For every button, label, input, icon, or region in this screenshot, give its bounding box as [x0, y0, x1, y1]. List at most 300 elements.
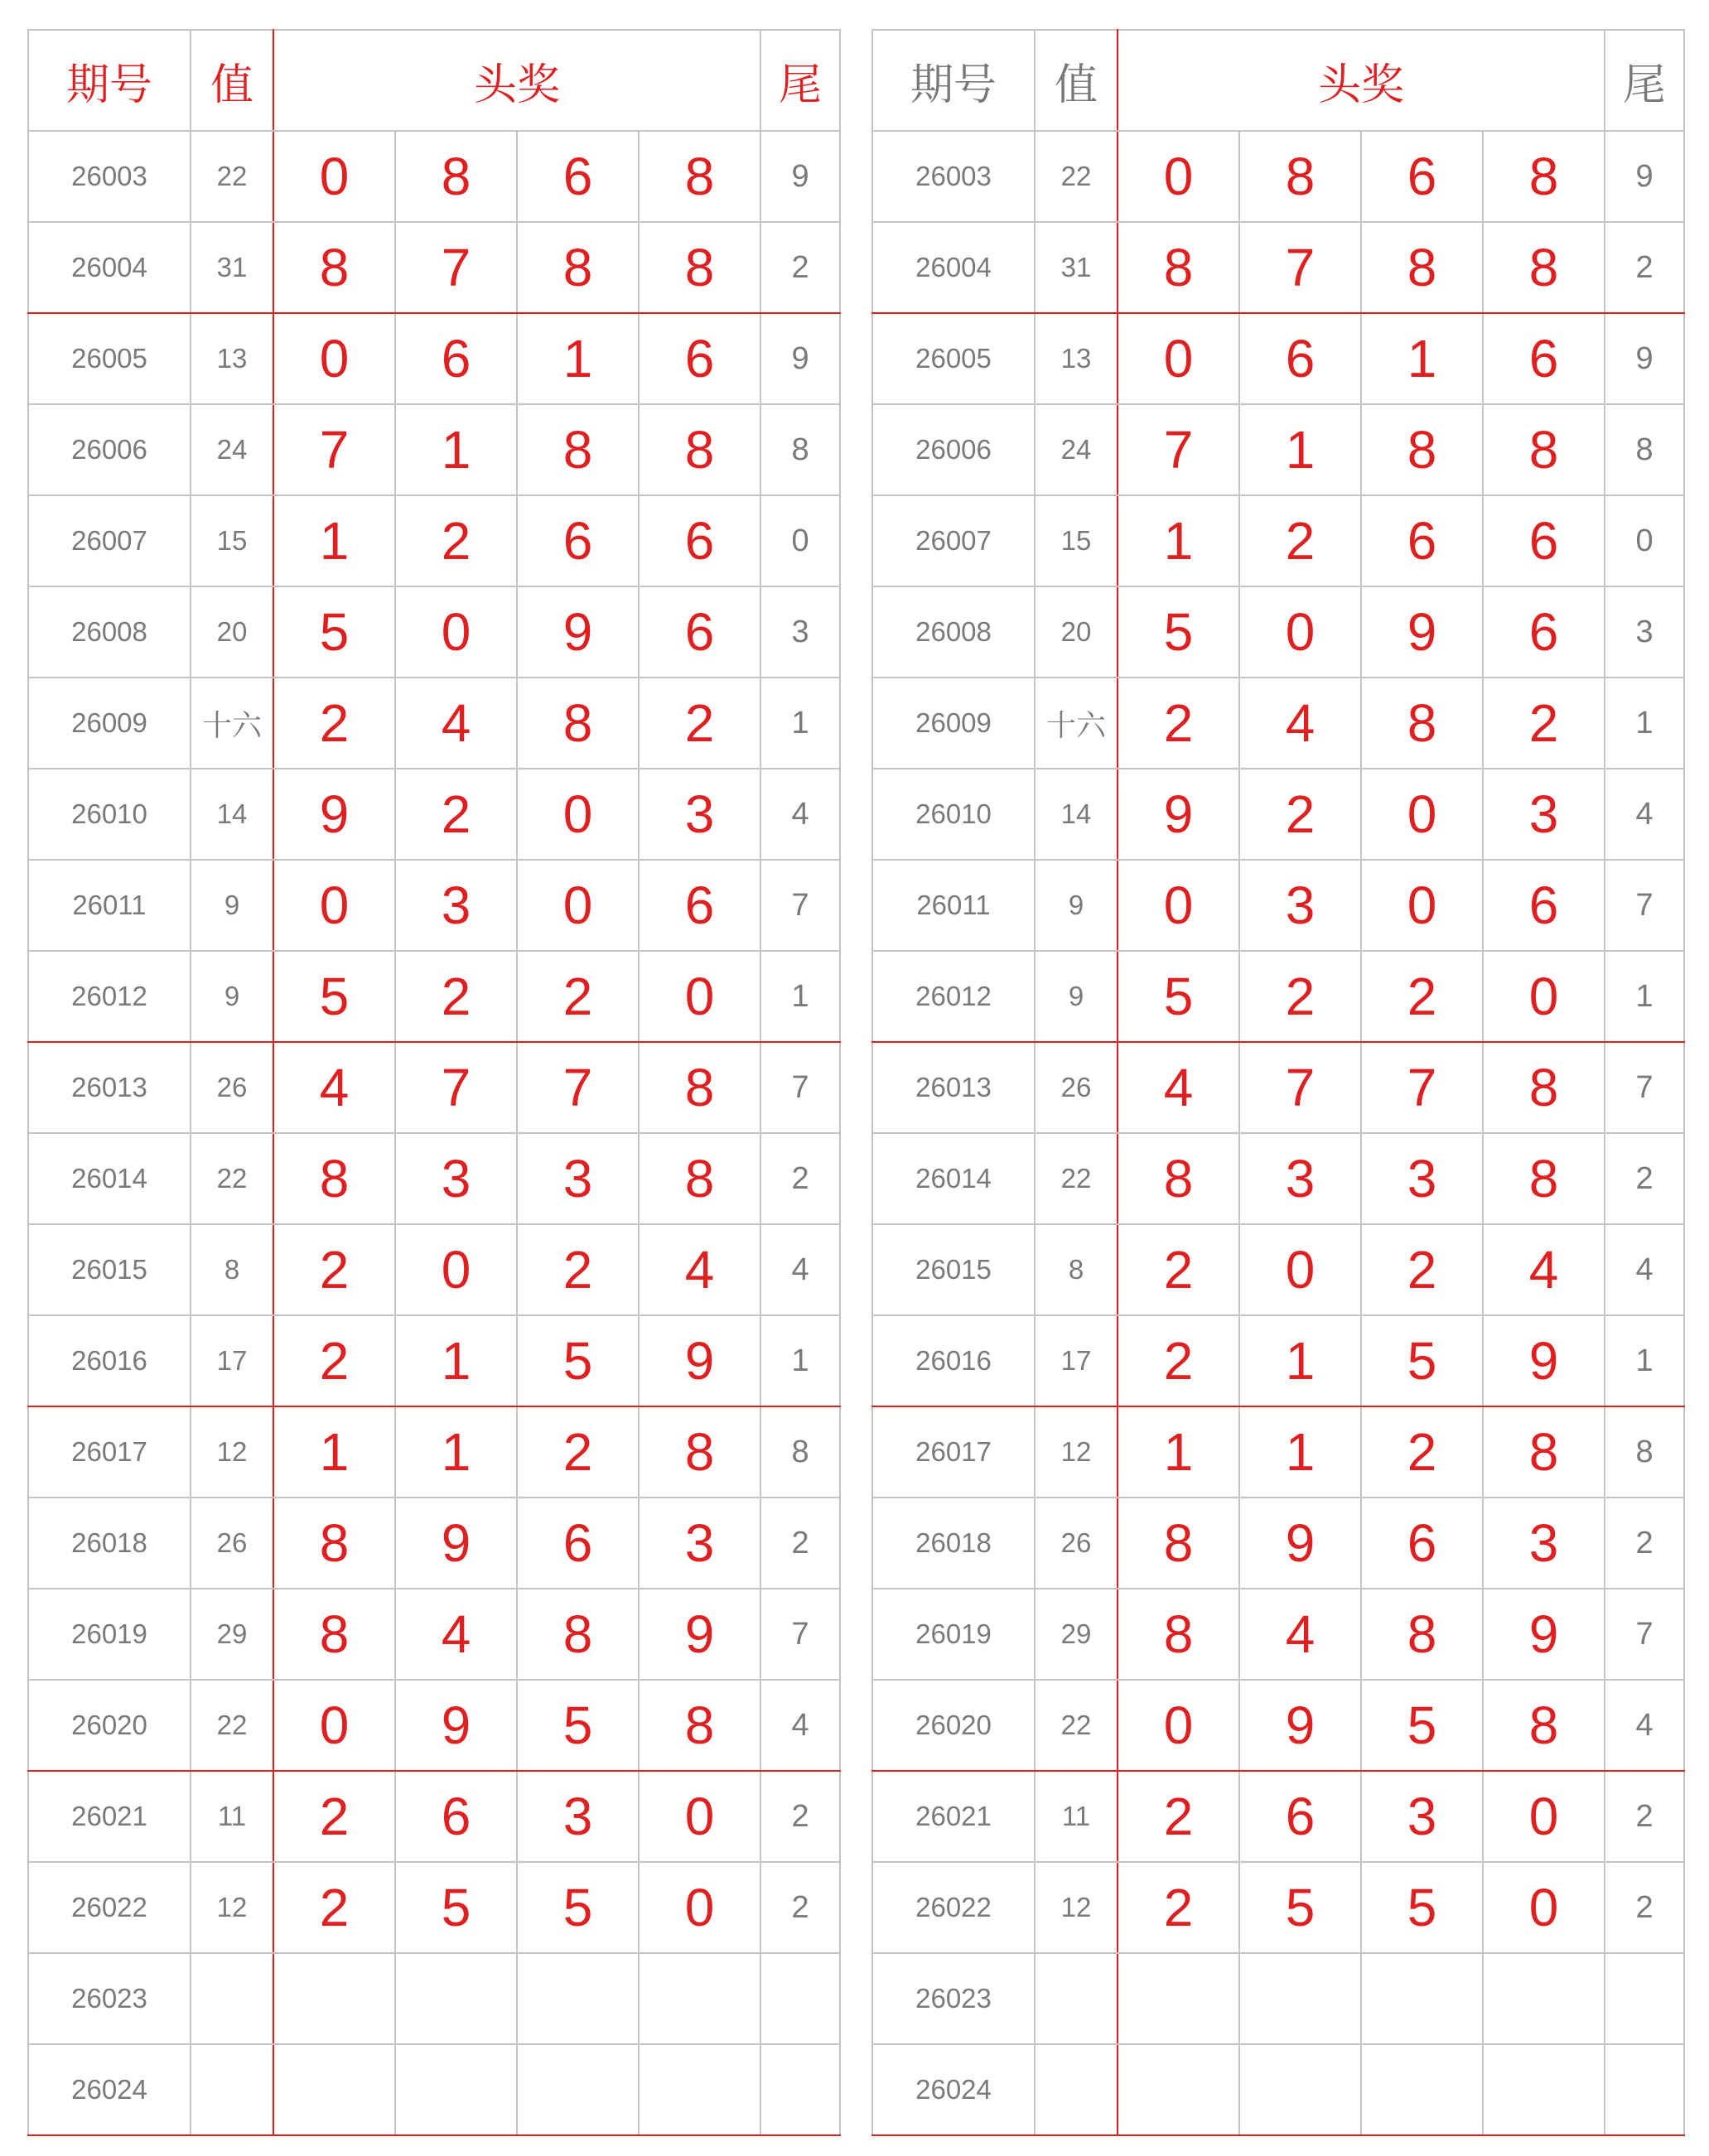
value-header: 值: [191, 30, 273, 131]
prize-digit-cell: 4: [1118, 1042, 1239, 1133]
prize-digit-cell: 5: [1118, 586, 1239, 678]
prize-digit-cell: [639, 2044, 760, 2135]
prize-digit-cell: 4: [1483, 1224, 1605, 1315]
prize-digit-cell: 8: [395, 131, 517, 222]
table-row: [28, 678, 840, 769]
prize-digit-cell: 4: [1239, 1589, 1361, 1680]
prize-digit-cell: 8: [1361, 1589, 1483, 1680]
prize-digit-cell: 0: [273, 313, 395, 404]
value-cell: 15: [191, 495, 273, 586]
tail-cell: 2: [760, 1862, 840, 1953]
value-cell: 14: [1035, 769, 1118, 860]
prize-digit-cell: 1: [517, 313, 639, 404]
prize-digit-cell: 0: [1118, 1680, 1239, 1771]
prize-digit-cell: 3: [517, 1771, 639, 1862]
value-cell: 13: [1035, 313, 1118, 404]
tail-cell: 2: [760, 1133, 840, 1224]
prize-digit-cell: 6: [1483, 495, 1605, 586]
table-row: [872, 951, 1684, 1042]
tail-cell: 2: [1605, 1771, 1684, 1862]
prize-digit-cell: 5: [1118, 951, 1239, 1042]
tail-cell: 8: [760, 1406, 840, 1498]
value-cell: 17: [1035, 1315, 1118, 1406]
table-row: [28, 1953, 840, 2044]
issue-cell: 26013: [28, 1042, 191, 1133]
table-row: [872, 769, 1684, 860]
prize-digit-cell: 8: [273, 1589, 395, 1680]
prize-digit-cell: 7: [1118, 404, 1239, 495]
prize-digit-cell: 3: [1483, 769, 1605, 860]
prize-digit-cell: 8: [1118, 1498, 1239, 1589]
prize-digit-cell: 2: [517, 951, 639, 1042]
prize-digit-cell: 3: [639, 1498, 760, 1589]
value-cell: 24: [1035, 404, 1118, 495]
prize-digit-cell: 2: [1118, 1224, 1239, 1315]
prize-digit-cell: 4: [395, 1589, 517, 1680]
table-row: [28, 1680, 840, 1771]
prize-digit-cell: 5: [395, 1862, 517, 1953]
value-cell: 22: [1035, 1133, 1118, 1224]
prize-digit-cell: 7: [1239, 1042, 1361, 1133]
tail-cell: 4: [760, 1224, 840, 1315]
prize-digit-cell: 0: [1361, 769, 1483, 860]
prize-digit-cell: 2: [273, 678, 395, 769]
tail-cell: 2: [760, 1498, 840, 1589]
prize-digit-cell: 8: [273, 1498, 395, 1589]
table-row: [28, 131, 840, 222]
prize-digit-cell: 1: [273, 495, 395, 586]
issue-cell: 26019: [872, 1589, 1035, 1680]
prize-digit-cell: 2: [517, 1406, 639, 1498]
prize-digit-cell: 8: [639, 222, 760, 313]
prize-digit-cell: 9: [395, 1680, 517, 1771]
prize-digit-cell: 8: [639, 1042, 760, 1133]
issue-cell: 26009: [28, 678, 191, 769]
issue-cell: 26007: [28, 495, 191, 586]
value-cell: 12: [191, 1406, 273, 1498]
tail-cell: 3: [760, 586, 840, 678]
value-cell: 13: [191, 313, 273, 404]
prize-digit-cell: [1239, 2044, 1361, 2135]
value-cell: 22: [1035, 1680, 1118, 1771]
prize-digit-cell: 7: [273, 404, 395, 495]
table-row: [872, 2044, 1684, 2135]
prize-digit-cell: [1483, 2044, 1605, 2135]
top-prize-header: 头奖: [1118, 30, 1605, 131]
prize-digit-cell: [517, 2044, 639, 2135]
table-row: [28, 586, 840, 678]
issue-cell: 26010: [28, 769, 191, 860]
table-row: [872, 1133, 1684, 1224]
prize-digit-cell: 3: [639, 769, 760, 860]
issue-cell: 26021: [28, 1771, 191, 1862]
prize-digit-cell: 1: [1239, 1406, 1361, 1498]
prize-digit-cell: 3: [517, 1133, 639, 1224]
value-cell: 8: [191, 1224, 273, 1315]
prize-digit-cell: 8: [1483, 1680, 1605, 1771]
value-cell: 十六: [191, 678, 273, 769]
prize-digit-cell: 1: [395, 404, 517, 495]
prize-digit-cell: 2: [1118, 678, 1239, 769]
issue-cell: 26005: [872, 313, 1035, 404]
top-prize-header: 头奖: [273, 30, 760, 131]
issue-cell: 26014: [872, 1133, 1035, 1224]
issue-cell: 26021: [872, 1771, 1035, 1862]
prize-digit-cell: 6: [1361, 131, 1483, 222]
prize-digit-cell: 8: [1483, 404, 1605, 495]
prize-digit-cell: 0: [1239, 586, 1361, 678]
value-cell: 29: [1035, 1589, 1118, 1680]
value-cell: 26: [1035, 1042, 1118, 1133]
table-row: [28, 769, 840, 860]
value-cell: 8: [1035, 1224, 1118, 1315]
tail-cell: 7: [760, 1589, 840, 1680]
prize-digit-cell: 0: [1483, 951, 1605, 1042]
prize-digit-cell: 8: [639, 404, 760, 495]
tail-cell: 7: [760, 860, 840, 951]
tail-cell: 1: [760, 951, 840, 1042]
draw-table: [871, 29, 1685, 2136]
value-cell: [191, 2044, 273, 2135]
prize-digit-cell: 7: [395, 222, 517, 313]
prize-digit-cell: 9: [1483, 1315, 1605, 1406]
tail-cell: 1: [760, 678, 840, 769]
prize-digit-cell: 1: [1118, 1406, 1239, 1498]
prize-digit-cell: 2: [517, 1224, 639, 1315]
prize-digit-cell: 6: [639, 495, 760, 586]
issue-cell: 26018: [872, 1498, 1035, 1589]
value-cell: 22: [191, 131, 273, 222]
tail-cell: 0: [760, 495, 840, 586]
issue-cell: 26014: [28, 1133, 191, 1224]
tail-cell: 7: [1605, 860, 1684, 951]
table-row: [872, 1680, 1684, 1771]
tail-cell: 2: [1605, 222, 1684, 313]
issue-cell: 26012: [872, 951, 1035, 1042]
tail-cell: 2: [1605, 1498, 1684, 1589]
value-cell: 11: [191, 1771, 273, 1862]
prize-digit-cell: 0: [395, 1224, 517, 1315]
prize-digit-cell: [273, 2044, 395, 2135]
issue-header: 期号: [872, 30, 1035, 131]
table-row: [872, 1589, 1684, 1680]
table-row: [872, 678, 1684, 769]
prize-digit-cell: 9: [1361, 586, 1483, 678]
prize-digit-cell: 5: [273, 951, 395, 1042]
prize-digit-cell: 5: [517, 1862, 639, 1953]
prize-digit-cell: 0: [395, 586, 517, 678]
prize-digit-cell: 0: [639, 1862, 760, 1953]
table-row: [872, 131, 1684, 222]
tail-cell: 2: [1605, 1862, 1684, 1953]
prize-digit-cell: 9: [1118, 769, 1239, 860]
prize-digit-cell: [1239, 1953, 1361, 2044]
value-cell: 12: [1035, 1406, 1118, 1498]
issue-cell: 26018: [28, 1498, 191, 1589]
issue-cell: 26006: [28, 404, 191, 495]
prize-digit-cell: [395, 1953, 517, 2044]
tail-header: 尾: [760, 30, 840, 131]
prize-digit-cell: 6: [1483, 860, 1605, 951]
issue-cell: 26016: [872, 1315, 1035, 1406]
prize-digit-cell: 8: [273, 222, 395, 313]
prize-digit-cell: 7: [395, 1042, 517, 1133]
tail-cell: [1605, 1953, 1684, 2044]
value-cell: 9: [191, 951, 273, 1042]
prize-digit-cell: 4: [273, 1042, 395, 1133]
table-row: [872, 1771, 1684, 1862]
prize-digit-cell: 9: [273, 769, 395, 860]
issue-header: 期号: [28, 30, 191, 131]
prize-digit-cell: 2: [1118, 1315, 1239, 1406]
prize-digit-cell: 2: [273, 1771, 395, 1862]
value-cell: 9: [1035, 951, 1118, 1042]
value-cell: 20: [191, 586, 273, 678]
issue-cell: 26008: [872, 586, 1035, 678]
draw-table: [27, 29, 841, 2136]
prize-digit-cell: 2: [1361, 1406, 1483, 1498]
tail-cell: 9: [1605, 131, 1684, 222]
table-row: [28, 1042, 840, 1133]
prize-digit-cell: 4: [395, 678, 517, 769]
prize-digit-cell: 9: [517, 586, 639, 678]
tail-cell: 7: [760, 1042, 840, 1133]
prize-digit-cell: 2: [1118, 1771, 1239, 1862]
prize-digit-cell: 8: [1118, 1589, 1239, 1680]
prize-digit-cell: 2: [1118, 1862, 1239, 1953]
tail-cell: 4: [760, 769, 840, 860]
table-row: [28, 1589, 840, 1680]
prize-digit-cell: 0: [1118, 313, 1239, 404]
lottery-table-left: [27, 29, 839, 2136]
table-row: [28, 495, 840, 586]
issue-cell: 26016: [28, 1315, 191, 1406]
prize-digit-cell: 8: [1483, 1133, 1605, 1224]
prize-digit-cell: 0: [1239, 1224, 1361, 1315]
prize-digit-cell: 2: [1239, 951, 1361, 1042]
prize-digit-cell: 9: [395, 1498, 517, 1589]
table-row: [872, 1498, 1684, 1589]
prize-digit-cell: 2: [395, 495, 517, 586]
value-cell: 26: [191, 1042, 273, 1133]
value-cell: 十六: [1035, 678, 1118, 769]
prize-digit-cell: 8: [639, 131, 760, 222]
tail-cell: 9: [1605, 313, 1684, 404]
prize-digit-cell: 2: [1361, 951, 1483, 1042]
prize-digit-cell: 8: [1483, 1406, 1605, 1498]
prize-digit-cell: 6: [395, 1771, 517, 1862]
value-cell: 31: [191, 222, 273, 313]
prize-digit-cell: 1: [395, 1315, 517, 1406]
prize-digit-cell: 1: [1361, 313, 1483, 404]
table-row: [872, 1224, 1684, 1315]
prize-digit-cell: 2: [1239, 769, 1361, 860]
tail-cell: [760, 2044, 840, 2135]
prize-digit-cell: 1: [1118, 495, 1239, 586]
table-row: [872, 1953, 1684, 2044]
tail-cell: 4: [1605, 769, 1684, 860]
table-row: [28, 1771, 840, 1862]
tail-cell: 2: [1605, 1133, 1684, 1224]
issue-cell: 26012: [28, 951, 191, 1042]
prize-digit-cell: 2: [273, 1315, 395, 1406]
value-header: 值: [1035, 30, 1118, 131]
value-cell: 11: [1035, 1771, 1118, 1862]
value-cell: 22: [191, 1133, 273, 1224]
issue-cell: 26024: [872, 2044, 1035, 2135]
table-row: [872, 404, 1684, 495]
prize-digit-cell: 6: [1483, 586, 1605, 678]
value-cell: 17: [191, 1315, 273, 1406]
tail-cell: 7: [1605, 1589, 1684, 1680]
prize-digit-cell: 2: [639, 678, 760, 769]
table-row: [28, 951, 840, 1042]
prize-digit-cell: 8: [517, 678, 639, 769]
prize-digit-cell: 9: [639, 1589, 760, 1680]
prize-digit-cell: 3: [1239, 1133, 1361, 1224]
prize-digit-cell: 6: [1361, 1498, 1483, 1589]
prize-digit-cell: 3: [1361, 1771, 1483, 1862]
prize-digit-cell: 6: [517, 495, 639, 586]
issue-cell: 26017: [28, 1406, 191, 1498]
prize-digit-cell: [517, 1953, 639, 2044]
prize-digit-cell: 4: [639, 1224, 760, 1315]
prize-digit-cell: 8: [639, 1680, 760, 1771]
table-row: [872, 222, 1684, 313]
issue-cell: 26017: [872, 1406, 1035, 1498]
tail-cell: 1: [760, 1315, 840, 1406]
value-cell: 12: [191, 1862, 273, 1953]
prize-digit-cell: 8: [517, 1589, 639, 1680]
prize-digit-cell: 7: [517, 1042, 639, 1133]
prize-digit-cell: 8: [1239, 131, 1361, 222]
prize-digit-cell: [1118, 2044, 1239, 2135]
value-cell: 26: [191, 1498, 273, 1589]
tail-cell: 8: [1605, 1406, 1684, 1498]
issue-cell: 26019: [28, 1589, 191, 1680]
prize-digit-cell: 8: [1361, 222, 1483, 313]
prize-digit-cell: [1483, 1953, 1605, 2044]
prize-digit-cell: 5: [1361, 1680, 1483, 1771]
prize-digit-cell: 8: [1361, 678, 1483, 769]
prize-digit-cell: 6: [1361, 495, 1483, 586]
prize-digit-cell: 8: [517, 222, 639, 313]
tail-cell: 1: [1605, 1315, 1684, 1406]
prize-digit-cell: 8: [517, 404, 639, 495]
prize-digit-cell: 1: [395, 1406, 517, 1498]
prize-digit-cell: 5: [517, 1680, 639, 1771]
issue-cell: 26003: [872, 131, 1035, 222]
value-cell: 9: [1035, 860, 1118, 951]
prize-digit-cell: 8: [639, 1133, 760, 1224]
prize-digit-cell: 9: [1239, 1498, 1361, 1589]
value-cell: [191, 1953, 273, 2044]
prize-digit-cell: 0: [1483, 1771, 1605, 1862]
value-cell: 26: [1035, 1498, 1118, 1589]
prize-digit-cell: 6: [395, 313, 517, 404]
table-row: [28, 313, 840, 404]
issue-cell: 26011: [28, 860, 191, 951]
tail-cell: 2: [760, 222, 840, 313]
prize-digit-cell: 0: [517, 860, 639, 951]
table-row: [872, 313, 1684, 404]
tail-cell: 8: [760, 404, 840, 495]
issue-cell: 26009: [872, 678, 1035, 769]
prize-digit-cell: 8: [1483, 131, 1605, 222]
table-row: [872, 860, 1684, 951]
prize-digit-cell: 0: [517, 769, 639, 860]
prize-digit-cell: 2: [1239, 495, 1361, 586]
value-cell: 14: [191, 769, 273, 860]
prize-digit-cell: 3: [1361, 1133, 1483, 1224]
table-row: [28, 1406, 840, 1498]
prize-digit-cell: 0: [639, 1771, 760, 1862]
prize-digit-cell: 6: [639, 586, 760, 678]
prize-digit-cell: 8: [1483, 222, 1605, 313]
prize-digit-cell: 9: [1483, 1589, 1605, 1680]
prize-digit-cell: 2: [273, 1224, 395, 1315]
prize-digit-cell: 5: [517, 1315, 639, 1406]
value-cell: 22: [1035, 131, 1118, 222]
prize-digit-cell: 0: [639, 951, 760, 1042]
issue-cell: 26007: [872, 495, 1035, 586]
tail-cell: 4: [760, 1680, 840, 1771]
value-cell: 31: [1035, 222, 1118, 313]
issue-cell: 26023: [872, 1953, 1035, 2044]
tail-cell: 2: [760, 1771, 840, 1862]
issue-cell: 26008: [28, 586, 191, 678]
issue-cell: 26004: [872, 222, 1035, 313]
tail-cell: 9: [760, 131, 840, 222]
prize-digit-cell: 3: [1239, 860, 1361, 951]
value-cell: 15: [1035, 495, 1118, 586]
table-row: [28, 1498, 840, 1589]
prize-digit-cell: 0: [1483, 1862, 1605, 1953]
tail-cell: [760, 1953, 840, 2044]
prize-digit-cell: 2: [1483, 678, 1605, 769]
value-cell: 22: [191, 1680, 273, 1771]
table-row: [872, 495, 1684, 586]
prize-digit-cell: 7: [1239, 222, 1361, 313]
prize-digit-cell: 2: [273, 1862, 395, 1953]
prize-digit-cell: 2: [1361, 1224, 1483, 1315]
table-row: [28, 404, 840, 495]
table-row: [28, 1315, 840, 1406]
prize-digit-cell: 8: [273, 1133, 395, 1224]
tail-cell: 1: [1605, 951, 1684, 1042]
value-cell: 24: [191, 404, 273, 495]
table-row: [28, 2044, 840, 2135]
tail-cell: 9: [760, 313, 840, 404]
value-cell: [1035, 1953, 1118, 2044]
prize-digit-cell: 9: [639, 1315, 760, 1406]
value-cell: 29: [191, 1589, 273, 1680]
prize-digit-cell: [395, 2044, 517, 2135]
tail-cell: 4: [1605, 1680, 1684, 1771]
issue-cell: 26010: [872, 769, 1035, 860]
value-cell: [1035, 2044, 1118, 2135]
prize-digit-cell: [1361, 2044, 1483, 2135]
prize-digit-cell: 6: [517, 1498, 639, 1589]
prize-digit-cell: [1361, 1953, 1483, 2044]
prize-digit-cell: 6: [639, 313, 760, 404]
tail-cell: 8: [1605, 404, 1684, 495]
table-row: [872, 1862, 1684, 1953]
value-cell: 20: [1035, 586, 1118, 678]
issue-cell: 26022: [28, 1862, 191, 1953]
prize-digit-cell: 5: [273, 586, 395, 678]
tail-cell: 3: [1605, 586, 1684, 678]
